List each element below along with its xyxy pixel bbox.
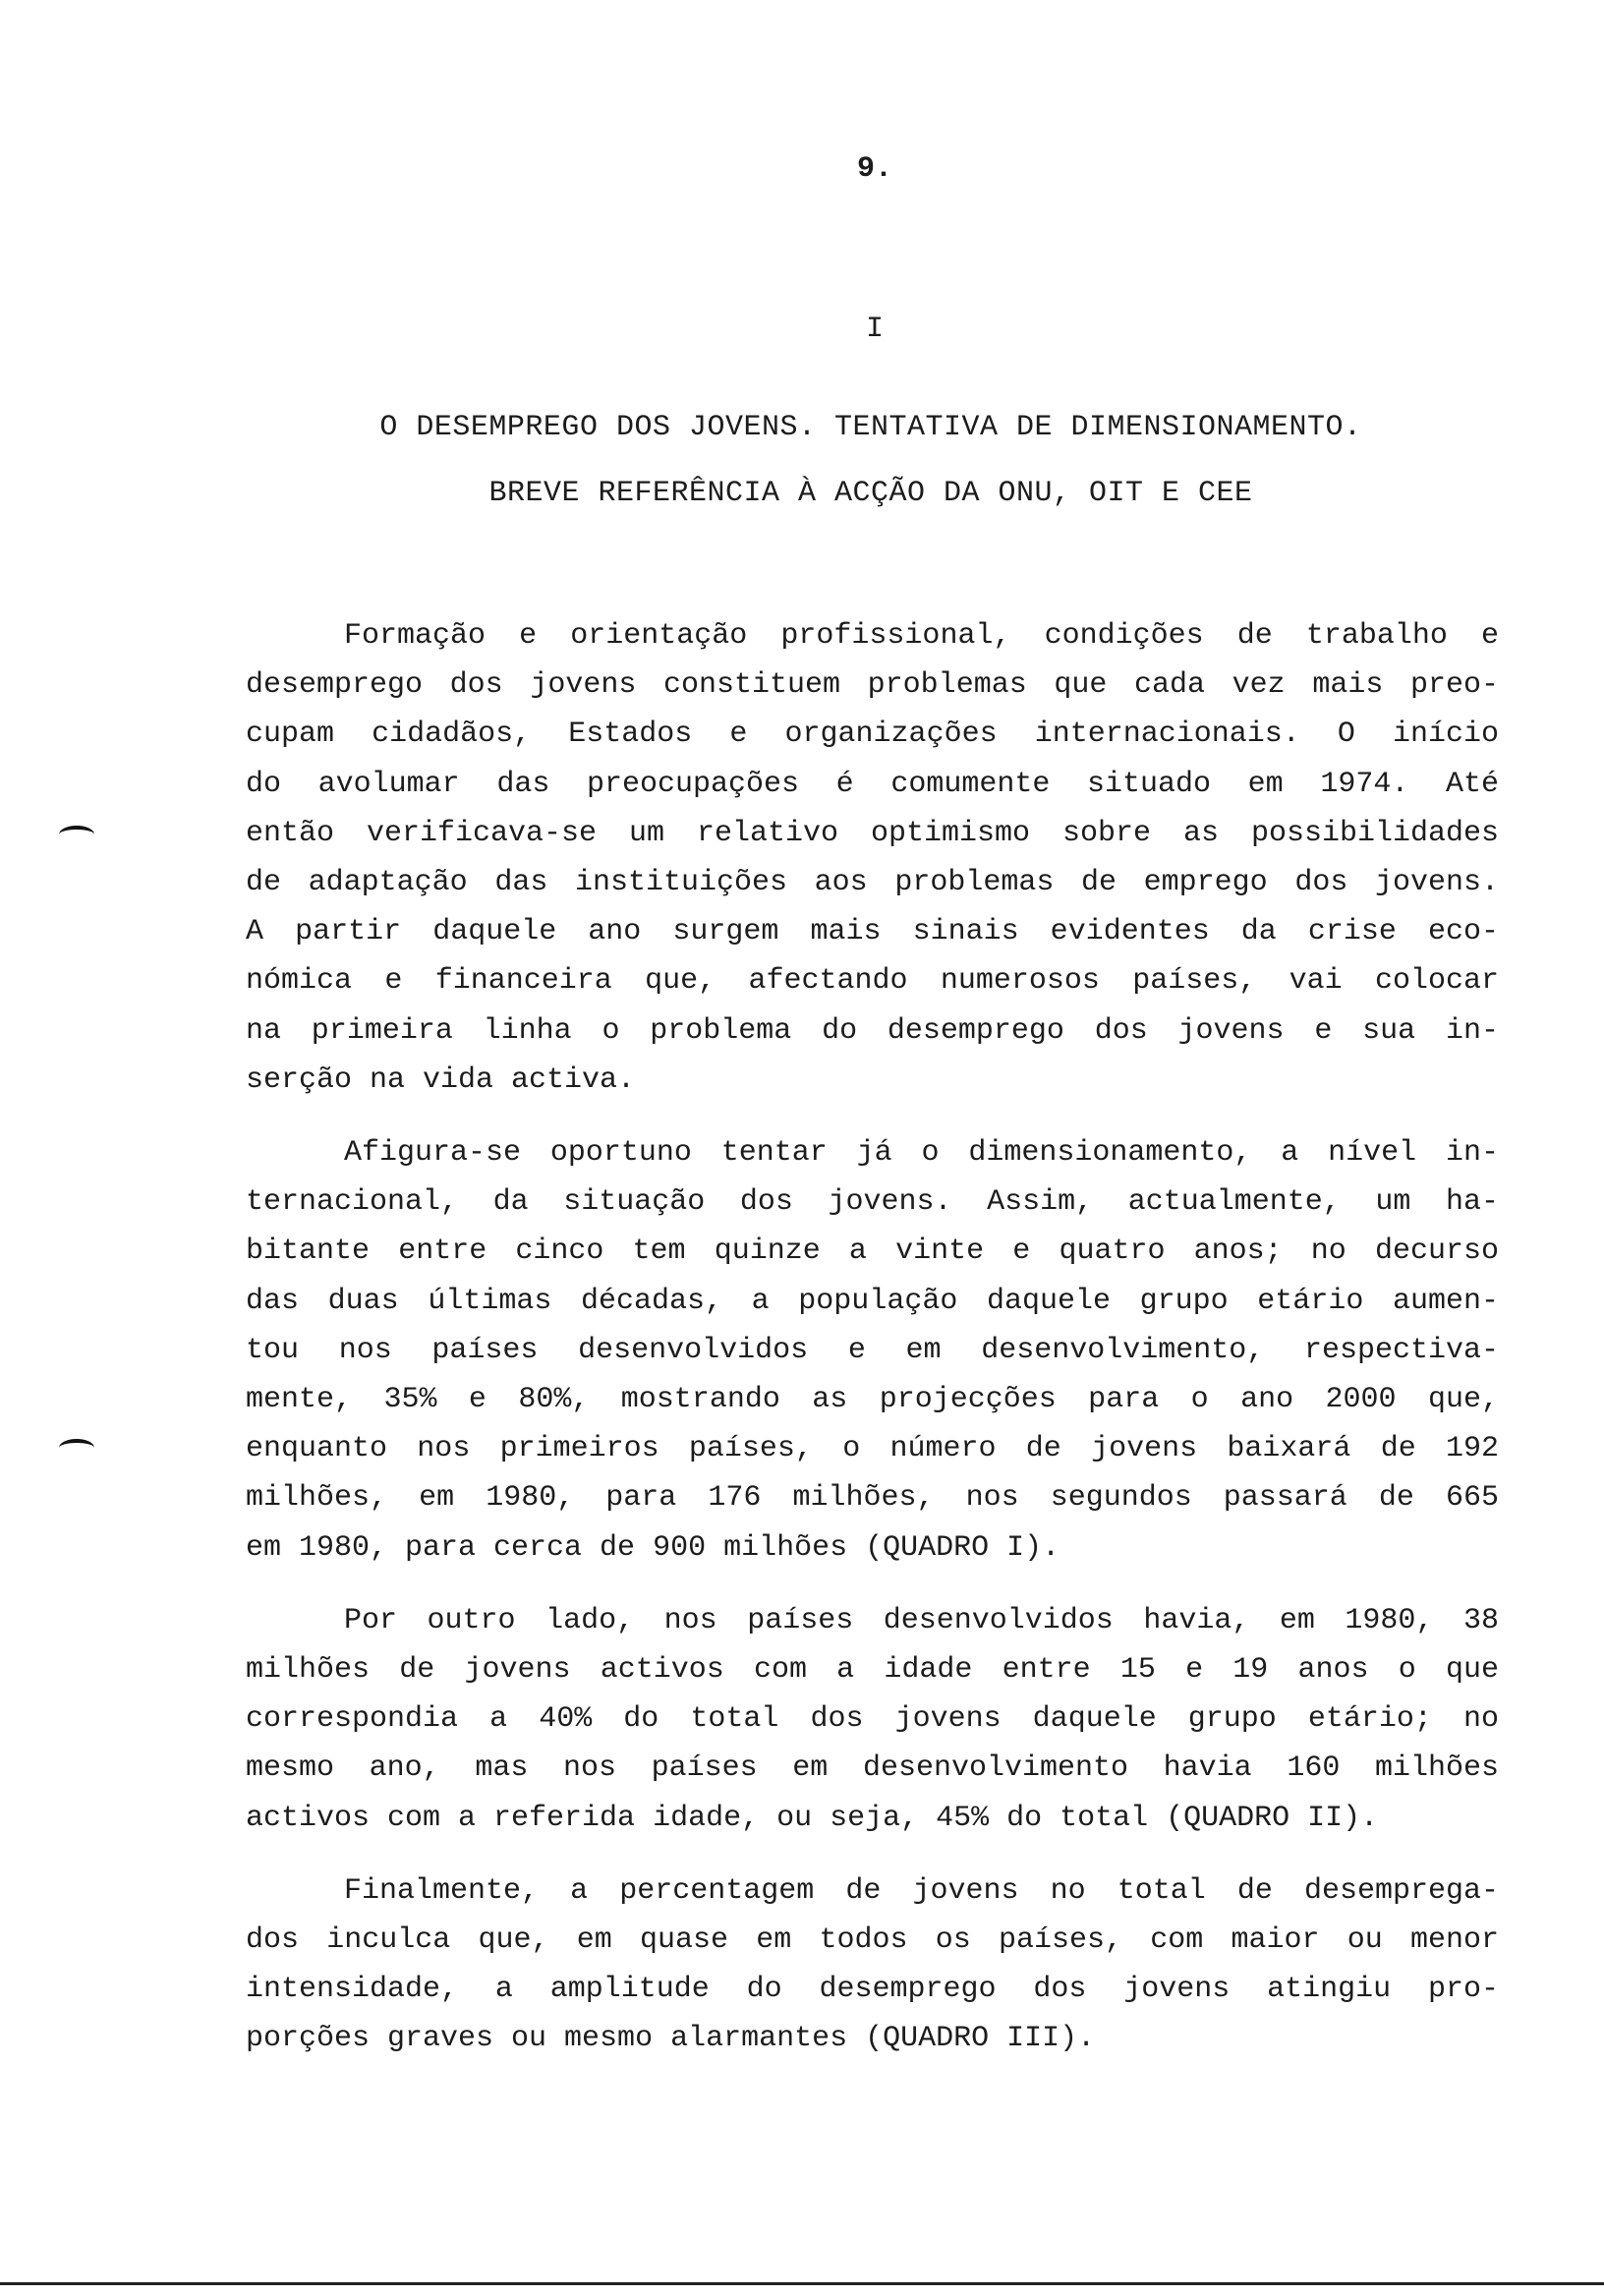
text-line: então verificava-se um relativo optimismo sobre as possibilidades <box>246 816 1499 850</box>
page-number: 9. <box>856 152 892 186</box>
text-line: tou nos países desenvolvidos e em desenvolvimento, respectiva- <box>246 1333 1499 1367</box>
text-line: Finalmente, a percentagem de jovens no total de desemprega- <box>344 1873 1499 1908</box>
text-line: Por outro lado, nos países desenvolvidos havia, em 1980, 38 <box>344 1603 1499 1637</box>
text-line: activos com a referida idade, ou seja, 45% do total (QUADRO II). <box>246 1801 1379 1835</box>
body-text <box>246 611 1499 2088</box>
text-line: Afigura-se oportuno tentar já o dimensionamento, a nível in- <box>344 1136 1499 1171</box>
text-line: A partir daquele ano surgem mais sinais evidentes da crise eco- <box>246 915 1499 949</box>
paragraph <box>246 1128 1499 1573</box>
text-line: desemprego dos jovens constituem problemas que cada vez mais preo- <box>246 668 1499 703</box>
paragraph <box>246 1596 1499 1843</box>
text-line: bitante entre cinco tem quinze a vinte e quatro anos; no decurso <box>246 1234 1499 1269</box>
text-line: mente, 35% e 80%, mostrando as projecções para o ano 2000 que, <box>246 1383 1499 1417</box>
text-line: ternacional, da situação dos jovens. Assim, actualmente, um ha- <box>246 1185 1499 1220</box>
text-line: de adaptação das instituições aos problemas de emprego dos jovens. <box>246 866 1499 900</box>
text-line: milhões de jovens activos com a idade entre 15 e 19 anos o que <box>246 1653 1499 1688</box>
chapter-heading-line-1: O DESEMPREGO DOS JOVENS. TENTATIVA DE DIMENSIONAMENTO. <box>379 411 1362 444</box>
text-line: do avolumar das preocupações é comumente situado em 1974. Até <box>246 767 1499 801</box>
section-numeral: I <box>865 313 884 346</box>
text-line: enquanto nos primeiros países, o número de jovens baixará de 192 <box>246 1432 1499 1466</box>
text-line: mesmo ano, mas nos países em desenvolvimento havia 160 milhões <box>246 1751 1499 1786</box>
paragraph <box>246 611 1499 1105</box>
text-line: porções graves ou mesmo alarmantes (QUADRO III). <box>246 2022 1096 2056</box>
text-line: cupam cidadãos, Estados e organizações internacionais. O início <box>246 718 1499 752</box>
bottom-rule <box>0 2282 1604 2285</box>
chapter-heading-line-2: BREVE REFERÊNCIA À ACÇÃO DA ONU, OIT E CEE <box>488 477 1253 510</box>
text-line: Formação e orientação profissional, condições de trabalho e <box>344 619 1499 653</box>
text-line: das duas últimas décadas, a população daquele grupo etário aumen- <box>246 1284 1499 1318</box>
margin-mark <box>59 1439 94 1457</box>
text-line: serção na vida activa. <box>246 1062 636 1097</box>
text-line: em 1980, para cerca de 900 milhões (QUADRO I). <box>246 1530 1060 1565</box>
text-line: correspondia a 40% do total dos jovens daquele grupo etário; no <box>246 1702 1499 1737</box>
text-line: dos inculca que, em quase em todos os países, com maior ou menor <box>246 1923 1499 1958</box>
paragraph <box>246 1866 1499 2064</box>
text-line: nómica e financeira que, afectando numerosos países, vai colocar <box>246 964 1499 999</box>
text-line: milhões, em 1980, para 176 milhões, nos segundos passará de 665 <box>246 1481 1499 1516</box>
text-line: na primeira linha o problema do desemprego dos jovens e sua in- <box>246 1013 1499 1048</box>
text-line: intensidade, a amplitude do desemprego dos jovens atingiu pro- <box>246 1973 1499 2007</box>
margin-mark <box>59 826 94 843</box>
